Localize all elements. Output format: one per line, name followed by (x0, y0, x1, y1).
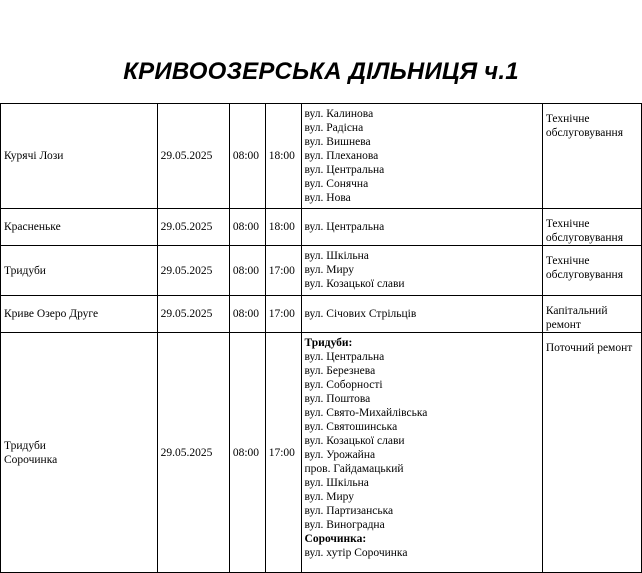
location-name: Криве Озеро Друге (4, 308, 99, 320)
streets-cell (301, 246, 542, 296)
street-item: вул. Центральна (304, 221, 385, 233)
date-cell: 29.05.2025 (157, 209, 229, 246)
start-time-cell: 08:00 (229, 296, 265, 333)
streets-cell (301, 333, 542, 573)
work-type-cell: Технічне обслуговування (542, 209, 641, 246)
street-item: вул. Центральна (304, 164, 385, 176)
location-name: Красненьке (4, 221, 61, 233)
outage-schedule-table (0, 103, 642, 573)
street-item: вул. Шкільна (304, 477, 369, 489)
location-cell (1, 246, 158, 296)
street-item: вул. Сонячна (304, 178, 369, 190)
work-type-cell: Технічне обслуговування (542, 104, 641, 209)
street-item: вул. Центральна (304, 351, 385, 363)
work-type-cell: Технічне обслуговування (542, 246, 641, 296)
street-item: вул. Шкільна (304, 250, 369, 262)
street-item: вул. Свято-Михайлівська (304, 407, 428, 419)
start-time-cell: 08:00 (229, 104, 265, 209)
table-row (1, 296, 642, 333)
start-time-cell: 08:00 (229, 246, 265, 296)
end-time-cell: 17:00 (265, 246, 301, 296)
location-cell (1, 104, 158, 209)
street-item: вул. Козацької слави (304, 435, 405, 447)
street-item: вул. Калинова (304, 108, 374, 120)
work-type-cell: Поточний ремонт (542, 333, 641, 573)
start-time-cell: 08:00 (229, 209, 265, 246)
street-item: вул. Соборності (304, 379, 383, 391)
street-item: вул. Миру (304, 491, 355, 503)
table-row (1, 104, 642, 209)
start-time-cell: 08:00 (229, 333, 265, 573)
street-item: вул. Козацької слави (304, 278, 405, 290)
location-name: Курячі Лози (4, 150, 64, 162)
table-row (1, 246, 642, 296)
table-row (1, 209, 642, 246)
date-cell: 29.05.2025 (157, 296, 229, 333)
streets-cell (301, 209, 542, 246)
settlement-heading: Сорочинка: (304, 533, 367, 545)
street-item: вул. Березнева (304, 365, 376, 377)
location-cell (1, 296, 158, 333)
date-cell: 29.05.2025 (157, 104, 229, 209)
street-item: вул. Нова (304, 192, 351, 204)
end-time-cell: 18:00 (265, 104, 301, 209)
street-item: вул. Поштова (304, 393, 371, 405)
location-cell (1, 333, 158, 573)
date-cell: 29.05.2025 (157, 333, 229, 573)
end-time-cell: 17:00 (265, 333, 301, 573)
street-item: вул. хутір Сорочинка (304, 547, 408, 559)
page-title: КРИВООЗЕРСЬКА ДІЛЬНИЦЯ ч.1 (123, 58, 519, 85)
end-time-cell: 17:00 (265, 296, 301, 333)
streets-cell (301, 296, 542, 333)
street-item: вул. Урожайна (304, 449, 376, 461)
table-row (1, 333, 642, 573)
location-cell (1, 209, 158, 246)
street-item: вул. Вишнева (304, 136, 371, 148)
street-item: вул. Січових Стрільців (304, 308, 417, 320)
settlement-heading: Тридуби: (304, 337, 353, 349)
street-item: вул. Святошинська (304, 421, 398, 433)
street-item: вул. Партизанська (304, 505, 394, 517)
location-name: Сорочинка (4, 453, 58, 466)
street-item: вул. Плеханова (304, 150, 379, 162)
street-item: пров. Гайдамацький (304, 463, 404, 475)
streets-cell (301, 104, 542, 209)
street-item: вул. Миру (304, 264, 355, 276)
location-name: Тридуби (4, 264, 46, 277)
location-name: Тридуби (4, 439, 46, 452)
date-cell: 29.05.2025 (157, 246, 229, 296)
work-type-cell: Капітальний ремонт (542, 296, 641, 333)
end-time-cell: 18:00 (265, 209, 301, 246)
street-item: вул. Радісна (304, 122, 364, 134)
street-item: вул. Виноградна (304, 519, 385, 531)
